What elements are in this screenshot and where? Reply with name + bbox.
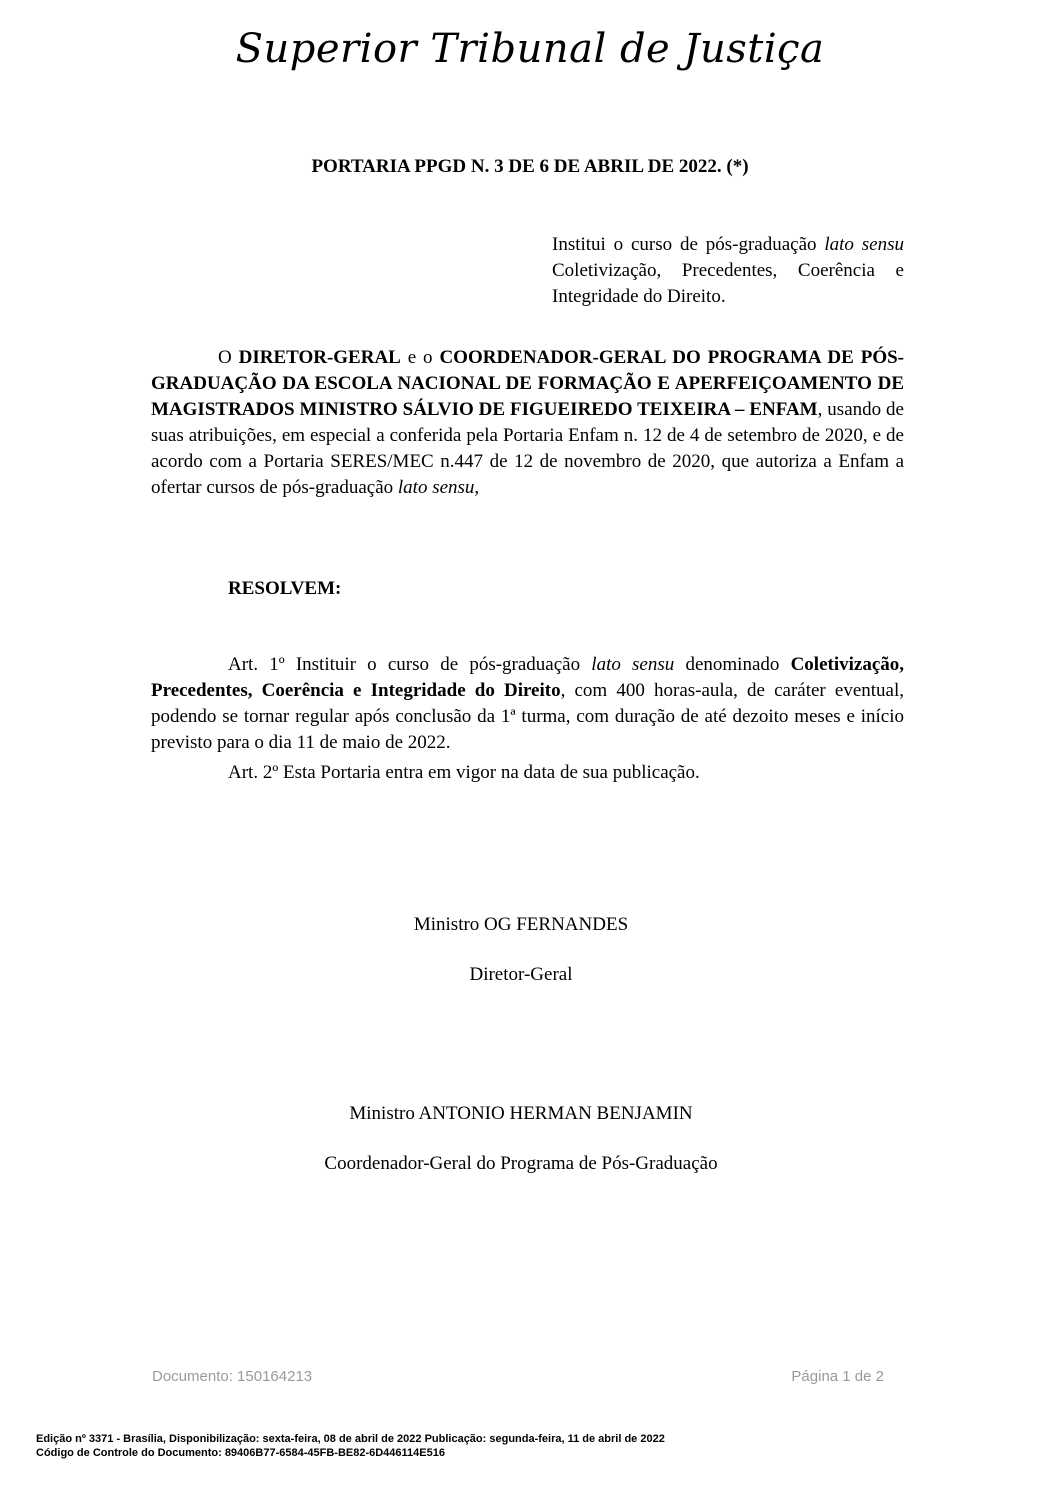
preamble-text-2: e o — [400, 347, 440, 368]
signature-name-2: Ministro ANTONIO HERMAN BENJAMIN — [349, 1103, 693, 1124]
control-code-line: Código de Controle do Documento: 89406B77-6584-45FB-BE82-6D446114E516 — [36, 1447, 445, 1459]
article-1 — [151, 652, 904, 756]
preamble-paragraph — [151, 345, 904, 501]
preamble-bold-1: DIRETOR-GERAL — [238, 347, 401, 368]
ementa-text-2: Coletivização, Precedentes, Coerência e Integridade do Direito. — [552, 260, 904, 307]
art1-bold: Coletivização, Precedentes, Coerência e Integridade do Direito — [151, 654, 904, 701]
preamble-text-3: , usando de suas atribuições, em especial a conferida pela Portaria Enfam n. 12 de 4 de setembro de 2020, e de acordo com a Portaria SERES/MEC n.447 de 12 de novembro de 2020, que autoriza a Enfam a ofertar cursos de pós-graduação — [151, 399, 904, 498]
edition-line: Edição nº 3371 - Brasília, Disponibilização: sexta-feira, 08 de abril de 2022 Publicação: segunda-feira, 11 de abril de 2022 — [36, 1433, 665, 1445]
signature-name-1: Ministro OG FERNANDES — [413, 914, 629, 935]
preamble-bold-2: COORDENADOR-GERAL DO PROGRAMA DE PÓS-GRADUAÇÃO DA ESCOLA NACIONAL DE FORMAÇÃO E APERFEIÇOAMENTO DE MAGISTRADOS MINISTRO SÁLVIO DE FIGUEIREDO TEIXEIRA – ENFAM — [151, 347, 904, 420]
resolvem-heading: RESOLVEM: — [228, 578, 342, 599]
preamble-text-4: , — [474, 477, 480, 498]
art1-text-2: denominado — [674, 654, 791, 675]
page-number: Página 1 de 2 — [791, 1368, 884, 1385]
ementa-text-1: Institui o curso de pós-graduação — [552, 234, 825, 255]
ementa — [552, 232, 904, 310]
signature-role-1: Diretor-Geral — [469, 964, 573, 985]
signature-role-2: Coordenador-Geral do Programa de Pós-Graduação — [324, 1153, 718, 1174]
art1-text-3: , com 400 horas-aula, de caráter eventual, podendo se tornar regular após conclusão da 1ª turma, com duração de até dezoito meses e início previsto para o dia 11 de maio de 2022. — [151, 680, 904, 753]
document-title: PORTARIA PPGD N. 3 DE 6 DE ABRIL DE 2022. (*) — [311, 156, 749, 177]
preamble-italic: lato sensu — [397, 477, 475, 498]
document-number: Documento: 150164213 — [152, 1368, 313, 1385]
art1-text-1: Art. 1º Instituir o curso de pós-graduação — [228, 654, 592, 675]
preamble-text-1: O — [218, 347, 239, 368]
court-masthead — [0, 26, 1060, 72]
article-2: Art. 2º Esta Portaria entra em vigor na data de sua publicação. — [228, 762, 700, 783]
ementa-italic: lato sensu — [824, 234, 904, 255]
art1-italic: lato sensu — [591, 654, 675, 675]
masthead-text: Superior Tribunal de Justiça — [235, 26, 825, 72]
